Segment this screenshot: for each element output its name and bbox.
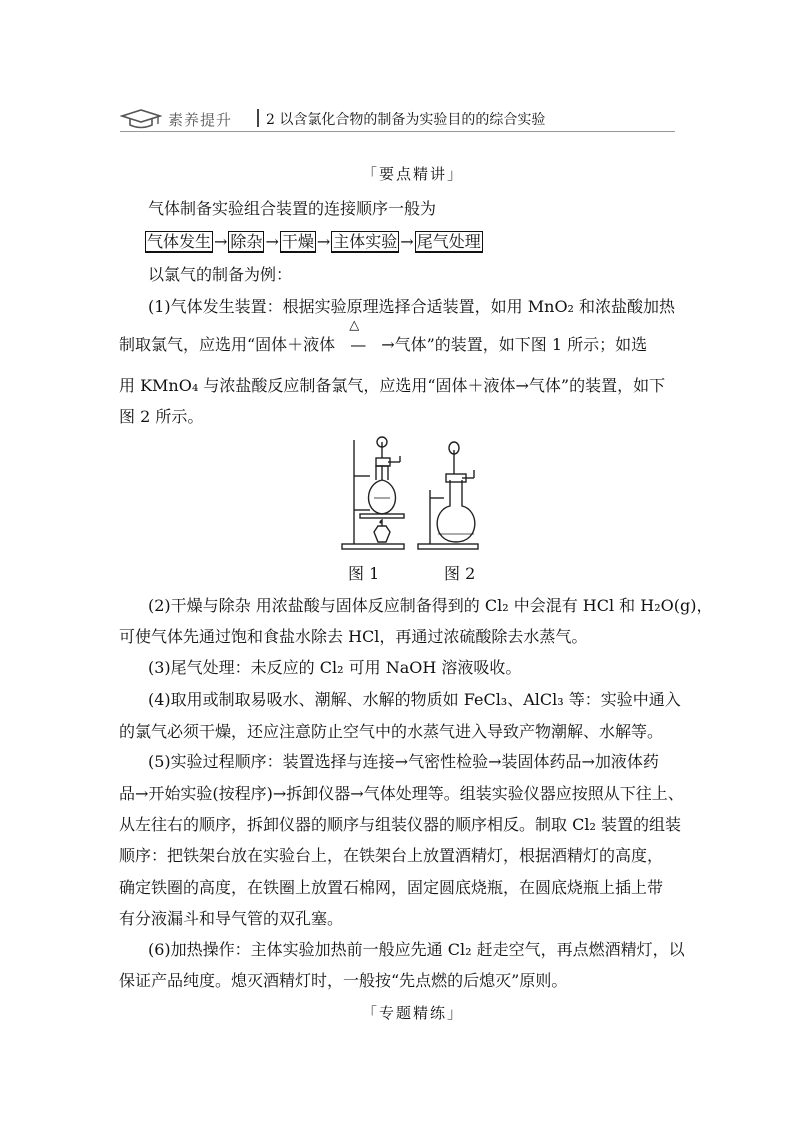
p1-line4: 图 2 所示。 <box>119 407 204 426</box>
delta-symbol: △ <box>349 318 360 333</box>
p2-line2: 可使气体先通过饱和食盐水除去 HCl，再通过浓硫酸除去水蒸气。 <box>119 627 588 646</box>
flow-arrow: → <box>316 232 331 251</box>
section-header <box>120 106 680 132</box>
p1-line3: 用 KMnO₄ 与浓盐酸反应制备氯气，应选用“固体＋液体→气体”的装置，如下 <box>119 376 666 395</box>
flow-step: 尾气处理 <box>416 232 481 251</box>
figure-2-caption: 图 2 <box>444 564 476 583</box>
p5-line3: 从左往右的顺序，拆卸仪器的顺序与组装仪器的顺序相反。制取 Cl₂ 装置的组装 <box>119 815 681 834</box>
graduation-cap-icon <box>120 108 162 130</box>
header-label: 素养提升 <box>168 111 233 129</box>
intro-text: 气体制备实验组合装置的连接顺序一般为 <box>148 199 437 218</box>
p5-line4: 顺序：把铁架台放在实验台上，在铁架台上放置酒精灯，根据酒精灯的高度， <box>119 846 664 865</box>
flow-sequence <box>145 229 483 252</box>
header-rule <box>120 131 675 132</box>
header-title: 2 以含氯化合物的制备为实验目的的综合实验 <box>266 112 546 128</box>
flow-arrow: → <box>400 232 414 251</box>
p4-line1: (4)取用或制取易吸水、潮解、水解的物质如 FeCl₃、AlCl₃ 等：实验中通入 <box>148 690 681 709</box>
p4-line2: 的氯气必须干燥，还应注意防止空气中的水蒸气进入导致产物潮解、水解等。 <box>119 722 664 741</box>
p5-line5: 确定铁圈的高度，在铁圈上放置石棉网，固定圆底烧瓶，在圆底烧瓶上插上带 <box>119 878 664 897</box>
p5-line1: (5)实验过程顺序：装置选择与连接→气密性检验→装固体药品→加液体药 <box>148 752 659 771</box>
apparatus-figure <box>340 436 480 552</box>
p2-line1: (2)干燥与除杂 用浓盐酸与固体反应制备得到的 Cl₂ 中会混有 HCl 和 H₂O(g)， <box>148 596 713 615</box>
p6-line2: 保证产品纯度。熄灭酒精灯时，一般按“先点燃的后熄灭”原则。 <box>119 971 568 990</box>
flow-step: 干燥 <box>281 232 314 251</box>
header-divider <box>257 109 259 127</box>
apparatus-2 <box>418 442 478 549</box>
example-text: 以氯气的制备为例： <box>148 265 293 284</box>
flow-step: 气体发生 <box>147 232 212 251</box>
p1-line2: 制取氯气，应选用“固体＋液体 △ — →气体”的装置，如下图 1 所示；如选 <box>119 318 648 354</box>
p3-line1: (3)尾气处理：未反应的 Cl₂ 可用 NaOH 溶液吸收。 <box>148 658 522 677</box>
section-tag-key-points: 「要点精讲」 <box>362 165 465 183</box>
p6-line1: (6)加热操作：主体实验加热前一般应先通 Cl₂ 赶走空气，再点燃酒精灯，以 <box>148 940 685 959</box>
flow-step: 主体实验 <box>333 232 398 251</box>
p5-line2: 品→开始实验(按程序)→拆卸仪器→气体处理等。组装实验仪器应按照从下往上、 <box>119 784 684 803</box>
p1-line1: (1)气体发生装置：根据实验原理选择合适装置，如用 MnO₂ 和浓盐酸加热 <box>148 297 676 316</box>
apparatus-1 <box>342 437 404 549</box>
section-tag-practice: 「专题精练」 <box>362 1004 465 1022</box>
figure-1-caption: 图 1 <box>348 564 380 583</box>
flow-arrow: → <box>214 232 228 251</box>
flow-step: 除杂 <box>230 232 263 251</box>
p5-line6: 有分液漏斗和导气管的双孔塞。 <box>119 909 344 928</box>
heating-condition: △ — <box>349 318 367 354</box>
flow-arrow: → <box>265 232 279 251</box>
